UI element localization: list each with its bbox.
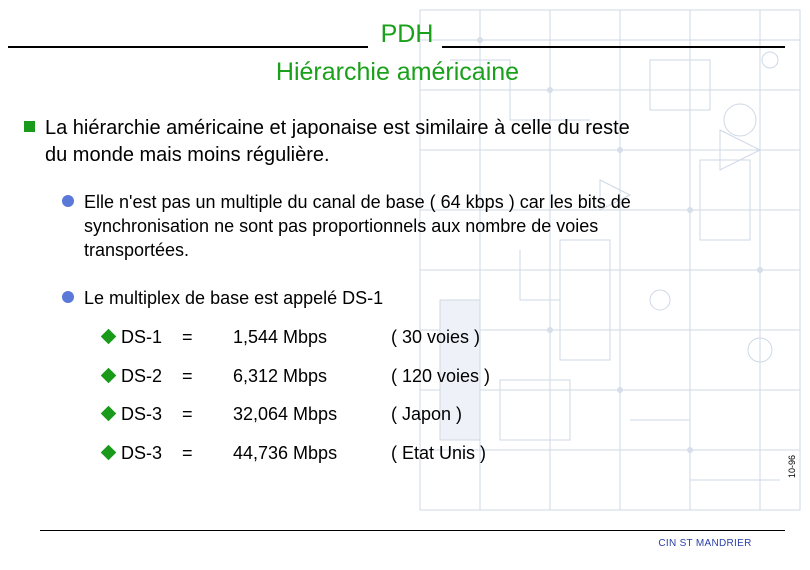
ds-rate: 32,064 Mbps — [233, 404, 338, 424]
footer-organization: CIN ST MANDRIER — [658, 538, 752, 549]
round-bullet-icon — [62, 195, 74, 207]
sub-bullet-2 — [62, 286, 762, 310]
sub-bullet-1-line2: synchronisation ne sont pas proportionnels aux nombre de voies — [84, 216, 599, 236]
sub-bullet-1-line1: Elle n'est pas un multiple du canal de base ( 64 kbps ) car les bits de — [84, 192, 631, 212]
ds-equals: = — [182, 366, 193, 386]
square-bullet-icon — [24, 121, 35, 132]
ds-equals: = — [182, 327, 193, 347]
ds-rate: 1,544 Mbps — [233, 327, 328, 347]
page-title: PDH — [380, 20, 434, 48]
ds-name: DS-3 — [121, 443, 163, 463]
sub-bullet-2-text: Le multiplex de base est appelé DS-1 — [84, 288, 384, 308]
ds-name: DS-1 — [121, 327, 163, 347]
ds-rate: 6,312 Mbps — [233, 366, 328, 386]
footer-rule — [40, 530, 785, 531]
sub-bullet-1 — [62, 190, 762, 262]
ds-equals: = — [182, 443, 193, 463]
page-subtitle: Hiérarchie américaine — [275, 58, 520, 86]
main-bullet-line1: La hiérarchie américaine et japonaise est similaire à celle du reste — [45, 117, 630, 139]
ds-note: ( 30 voies ) — [391, 327, 481, 347]
main-bullet — [24, 115, 784, 169]
round-bullet-icon — [62, 291, 74, 303]
ds-equals: = — [182, 404, 193, 424]
title-rule-right — [442, 46, 785, 48]
diamond-bullet-icon — [101, 445, 117, 461]
diamond-bullet-icon — [101, 329, 117, 345]
diamond-bullet-icon — [101, 368, 117, 384]
ds-rate: 44,736 Mbps — [233, 443, 338, 463]
title-rule-left — [8, 46, 368, 48]
ds-note: ( Japon ) — [391, 404, 463, 424]
sub-bullet-1-line3: transportées. — [84, 240, 190, 260]
ds-note: ( Etat Unis ) — [391, 443, 487, 463]
main-bullet-line2: du monde mais moins régulière. — [45, 144, 330, 166]
ds-note: ( 120 voies ) — [391, 366, 491, 386]
page-id: 10-96 — [787, 454, 797, 478]
ds-name: DS-3 — [121, 404, 163, 424]
diamond-bullet-icon — [101, 406, 117, 422]
ds-name: DS-2 — [121, 366, 163, 386]
